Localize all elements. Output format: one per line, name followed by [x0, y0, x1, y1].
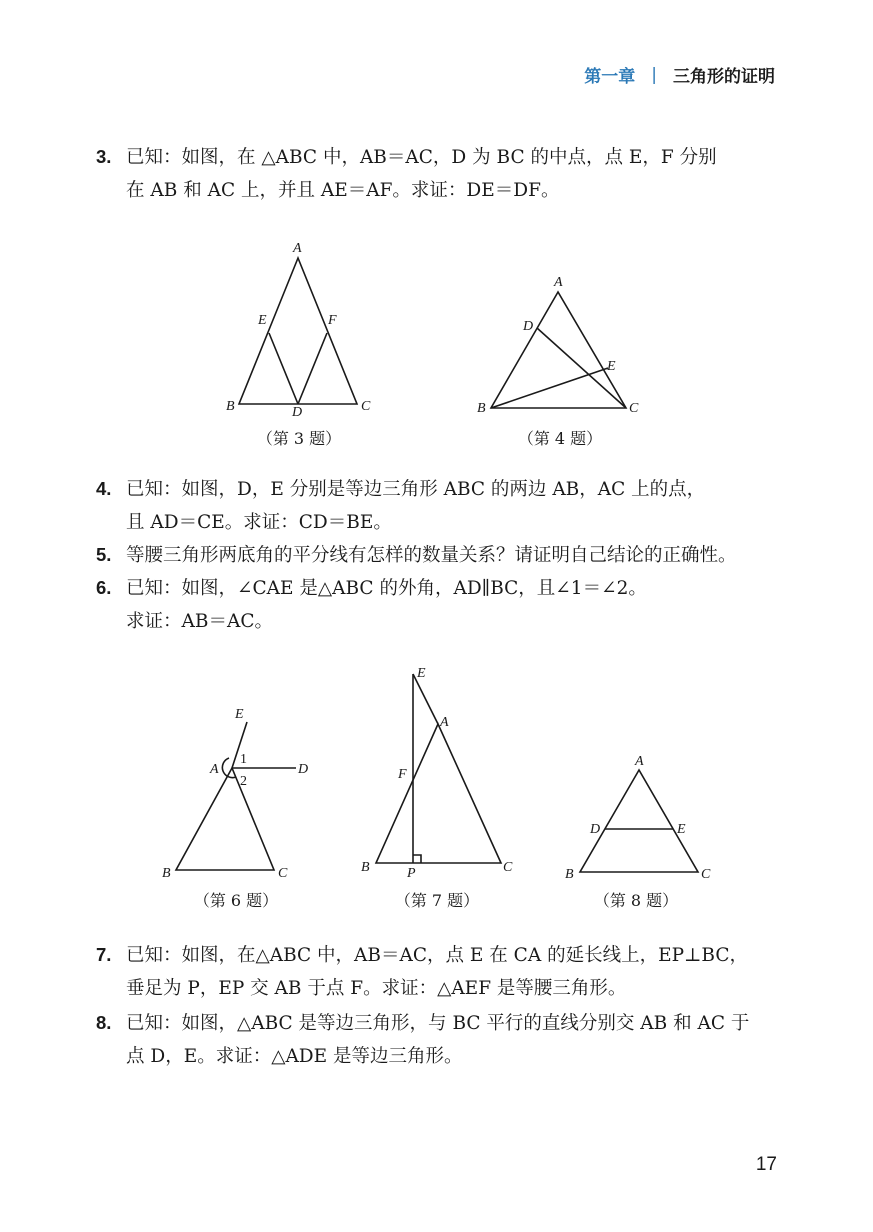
- figure-7-caption: （第 7 题）: [394, 891, 480, 910]
- figure-8: [565, 750, 725, 889]
- label-E: E: [235, 707, 244, 722]
- label-P: P: [407, 866, 416, 880]
- problem-text-line: 在 AB 和 AC 上，并且 AE＝AF。求证：DE＝DF。: [126, 180, 560, 201]
- problem-text-line: 且 AD＝CE。求证：CD＝BE。: [126, 512, 392, 533]
- label-F: F: [398, 767, 407, 782]
- label-E: E: [607, 359, 616, 374]
- problem-number: 6.: [96, 577, 112, 598]
- problem-text-line: 点 D，E。求证：△ADE 是等边三角形。: [126, 1046, 463, 1067]
- label-A: A: [440, 715, 449, 730]
- problem-text-line: 已知：如图，在△ABC 中，AB＝AC，点 E 在 CA 的延长线上，EP⊥BC，: [126, 945, 749, 966]
- label-D: D: [298, 762, 309, 777]
- label-B: B: [162, 866, 171, 881]
- figure-8-caption: （第 8 题）: [593, 891, 679, 910]
- label-E: E: [258, 313, 267, 328]
- figure-3-diagram: [222, 238, 382, 423]
- problem-text-line: 垂足为 P，EP 交 AB 于点 F。求证：△AEF 是等腰三角形。: [126, 978, 627, 999]
- figure-3: [222, 238, 382, 427]
- problem-text-line: 已知：如图，∠CAE 是△ABC 的外角，AD∥BC，且∠1＝∠2。: [126, 578, 647, 599]
- label-A: A: [210, 762, 219, 777]
- problem-7: [96, 938, 786, 1005]
- figure-7-diagram: [355, 660, 525, 880]
- problem-text-line: 等腰三角形两底角的平分线有怎样的数量关系？请证明自己结论的正确性。: [126, 545, 737, 566]
- problem-5: [96, 538, 786, 572]
- problem-number: 4.: [96, 478, 112, 499]
- label-angle-1: 1: [240, 752, 247, 767]
- figure-6-diagram: [158, 704, 328, 884]
- problem-3: [96, 140, 786, 207]
- problem-4: [96, 472, 786, 539]
- problem-number: 3.: [96, 146, 112, 167]
- chapter-header: [584, 62, 775, 87]
- header-separator: |: [651, 64, 657, 85]
- label-C: C: [278, 866, 288, 881]
- label-E: E: [677, 822, 686, 837]
- label-C: C: [361, 399, 371, 414]
- problem-number: 5.: [96, 544, 112, 565]
- chapter-number: 第一章: [584, 67, 636, 87]
- problem-number: 8.: [96, 1012, 112, 1033]
- chapter-title: 三角形的证明: [673, 67, 775, 87]
- label-D: D: [292, 405, 303, 420]
- label-A: A: [554, 275, 563, 290]
- label-C: C: [701, 867, 711, 882]
- figure-4-caption: （第 4 题）: [517, 429, 603, 448]
- label-B: B: [565, 867, 574, 882]
- label-D: D: [590, 822, 601, 837]
- label-C: C: [629, 401, 639, 416]
- label-B: B: [226, 399, 235, 414]
- problem-6: [96, 571, 786, 638]
- label-E: E: [417, 666, 426, 681]
- problem-8: [96, 1006, 786, 1073]
- figure-7: [355, 660, 525, 884]
- problem-text-line: 已知：如图，△ABC 是等边三角形，与 BC 平行的直线分别交 AB 和 AC 于: [126, 1013, 750, 1034]
- label-B: B: [477, 401, 486, 416]
- label-A: A: [293, 241, 302, 256]
- label-F: F: [328, 313, 337, 328]
- figure-8-diagram: [565, 750, 725, 885]
- page-number: 17: [755, 1154, 777, 1175]
- problem-number: 7.: [96, 944, 112, 965]
- problem-text-line: 已知：如图，在 △ABC 中，AB＝AC，D 为 BC 的中点，点 E，F 分别: [126, 147, 717, 168]
- label-B: B: [361, 860, 370, 875]
- label-C: C: [503, 860, 513, 875]
- problem-text-line: 已知：如图，D，E 分别是等边三角形 ABC 的两边 AB，AC 上的点，: [126, 479, 706, 500]
- figure-3-caption: （第 3 题）: [256, 429, 342, 448]
- figure-6-caption: （第 6 题）: [193, 891, 279, 910]
- problem-text-line: 求证：AB＝AC。: [126, 611, 273, 632]
- label-D: D: [523, 319, 534, 334]
- figure-4-diagram: [473, 270, 648, 420]
- label-angle-2: 2: [240, 774, 247, 789]
- figure-4: [473, 270, 648, 424]
- label-A: A: [635, 754, 644, 769]
- figure-6: [158, 704, 328, 888]
